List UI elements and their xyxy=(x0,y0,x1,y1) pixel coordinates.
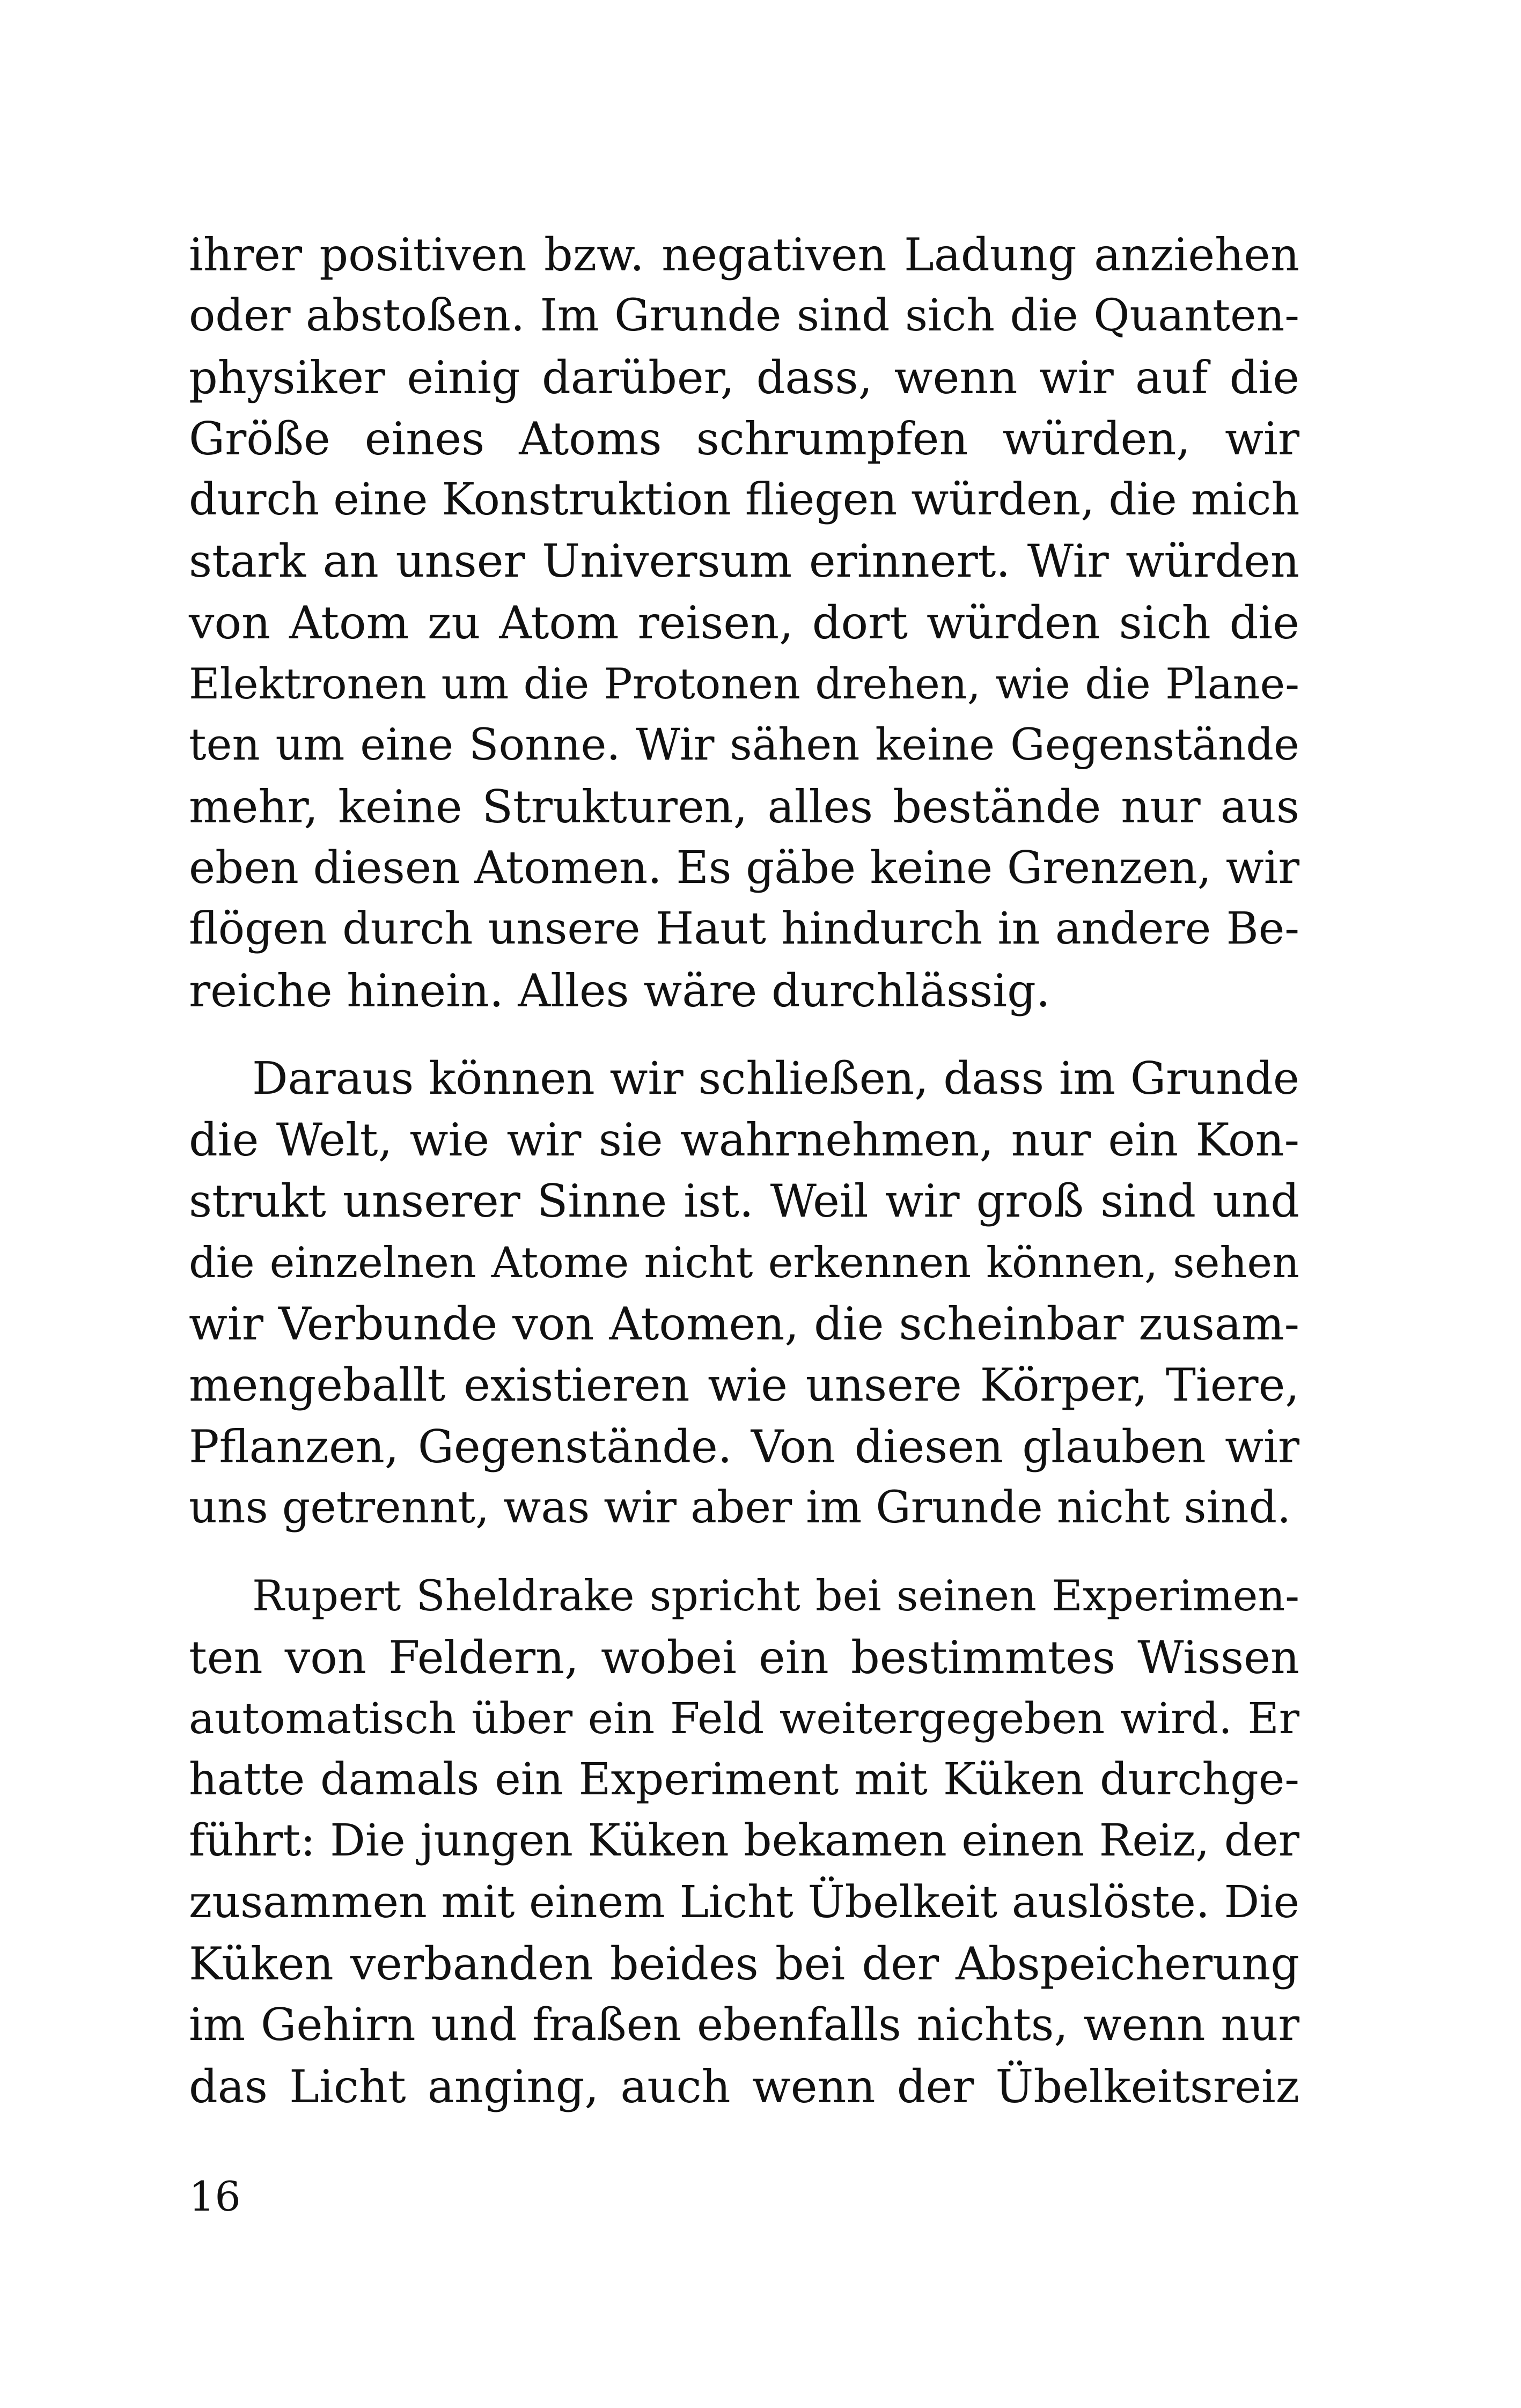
text-line: eben diesen Atomen. Es gäbe keine Grenzen, wir xyxy=(189,841,1299,894)
text-line: automatisch über ein Feld weitergegeben wird. Er xyxy=(189,1693,1299,1743)
text-line: die Welt, wie wir sie wahrnehmen, nur ein Kon- xyxy=(189,1114,1299,1167)
page-number: 16 xyxy=(189,2173,241,2220)
text-line: von Atom zu Atom reisen, dort würden sich die xyxy=(189,596,1299,649)
text-line: oder abstoßen. Im Grunde sind sich die Quanten- xyxy=(189,290,1299,342)
text-line: flögen durch unsere Haut hindurch in andere Be- xyxy=(189,903,1299,955)
text-line: ten von Feldern, wobei ein bestimmtes Wissen xyxy=(189,1631,1299,1684)
paragraph-2 xyxy=(189,1048,1299,1538)
text-line: das Licht anging, auch wenn der Übelkeitsreiz xyxy=(189,2060,1299,2113)
text-line: Küken verbanden beides bei der Abspeicherung xyxy=(189,1938,1299,1991)
text-line: mehr, keine Strukturen, alles bestände nur aus xyxy=(189,780,1299,833)
text-line: Größe eines Atoms schrumpfen würden, wir xyxy=(189,412,1299,465)
text-line: wir Verbunde von Atomen, die scheinbar zusam- xyxy=(189,1298,1299,1351)
text-line: im Gehirn und fraßen ebenfalls nichts, wenn nur xyxy=(189,1999,1299,2051)
text-line: Elektronen um die Protonen drehen, wie die Plane- xyxy=(189,659,1299,709)
text-line: ten um eine Sonne. Wir sähen keine Gegenstände xyxy=(189,720,1299,771)
text-line: hatte damals ein Experiment mit Küken durchge- xyxy=(189,1754,1299,1806)
text-line: führt: Die jungen Küken bekamen einen Reiz, der xyxy=(189,1815,1299,1867)
text-line: uns getrennt, was wir aber im Grunde nicht sind. xyxy=(189,1482,1291,1533)
text-line: die einzelnen Atome nicht erkennen können, sehen xyxy=(189,1238,1299,1287)
text-line: ihrer positiven bzw. negativen Ladung anziehen xyxy=(189,229,1299,281)
body-text xyxy=(189,224,1299,2117)
paragraph-3 xyxy=(189,1565,1299,2117)
text-line: mengeballt existieren wie unsere Körper, Tiere, xyxy=(189,1359,1299,1412)
paragraph-1 xyxy=(189,224,1299,1021)
text-line: Rupert Sheldrake spricht bei seinen Experimen- xyxy=(252,1571,1299,1621)
text-line: stark an unser Universum erinnert. Wir würden xyxy=(189,535,1299,588)
text-line: Pflanzen, Gegenstände. Von diesen glauben wir xyxy=(189,1420,1299,1473)
text-line: zusammen mit einem Licht Übelkeit auslöste. Die xyxy=(189,1876,1299,1928)
text-line: strukt unserer Sinne ist. Weil wir groß sind und xyxy=(189,1175,1299,1228)
text-line: durch eine Konstruktion fliegen würden, die mich xyxy=(189,474,1300,526)
text-line: physiker einig darüber, dass, wenn wir auf die xyxy=(189,351,1299,404)
text-line: reiche hinein. Alles wäre durchlässig. xyxy=(189,964,1050,1017)
text-line: Daraus können wir schließen, dass im Grunde xyxy=(252,1052,1299,1104)
